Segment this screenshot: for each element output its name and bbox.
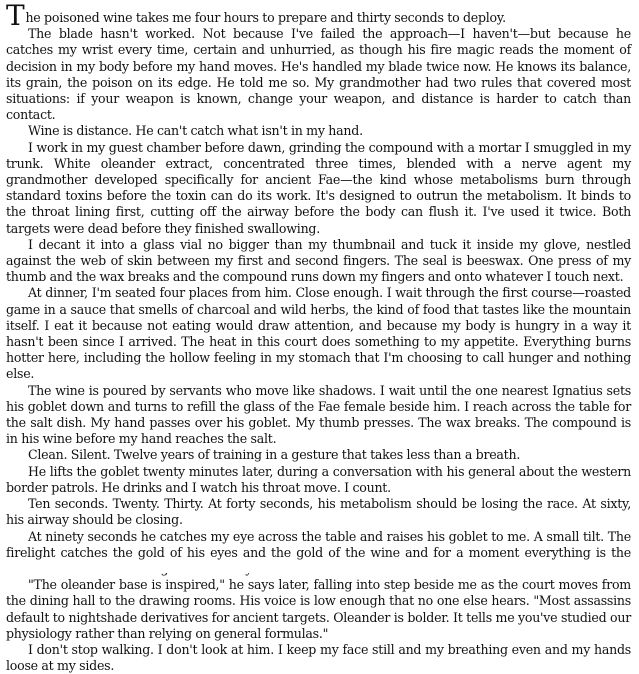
- paragraph: I work in my guest chamber before dawn, grinding the compound with a mortar I smuggled in my trunk. White oleander extract, concentrated three times, blended with a nerve agent my grandmother developed specifically for ancient Fae—the kind whose metabolisms burn through standard toxins before the toxin can do its work. It's designed to outrun the metabolism. It binds to the throat lining first, cutting off the airway before the body can flush it. I've used it twice. Both targets were dead before they finished swallowing.: [6, 139, 631, 236]
- paragraph: At dinner, I'm seated four places from him. Close enough. I wait through the first course—roasted game in a sauce that smells of charcoal and wild herbs, the kind of food that tastes like the mountain itself. I eat it because not eating would draw attention, and because my body is hungry in a way it hasn't been since I arrived. The heat in this court does something to my appetite. Everything burns hotter here, including the hollow feeling in my stomach that I'm choosing to call hunger and nothing else.: [6, 285, 631, 382]
- opening-paragraph-text: he poisoned wine takes me four hours to prepare and thirty seconds to deploy.: [25, 10, 506, 25]
- paragraph: Wine is distance. He can't catch what isn't in my hand.: [28, 123, 363, 139]
- drop-cap: T: [6, 0, 25, 32]
- paragraph: He lifts the goblet twenty minutes later, during a conversation with his general about the western border patrols. He drinks and I watch his throat move. I count.: [6, 463, 631, 495]
- paragraph: "The oleander base is inspired," he says later, falling into step beside me as the court moves from the dining hall to the drawing rooms. His voice is low enough that no one else hears. "Most assassins default to nightshade derivatives for ancient targets. Oleander is bolder. It tells me you've studied our physiology rather than relying on general formulas.": [6, 577, 631, 641]
- paragraph: I don't stop walking. I don't look at him. I keep my face still and my breathing even and my hands loose at my sides.: [6, 641, 631, 674]
- opening-paragraph: [6, 0, 631, 32]
- page-bottom-edge: [0, 563, 639, 573]
- paragraph: The wine is poured by servants who move like shadows. I wait until the one nearest Ignatius sets his goblet down and turns to refill the glass of the Fae female beside him. I reach across the table for the salt dish. My hand passes over his goblet. My thumb presses. The wax breaks. The compound is in his wine before my hand reaches the salt.: [6, 382, 631, 447]
- paragraph: At ninety seconds he catches my eye across the table and raises his goblet to me. A small tilt. The firelight catches the gold of his eyes and the gold of the wine and for a moment everything is the: [6, 528, 631, 560]
- paragraph: Clean. Silent. Twelve years of training in a gesture that takes less than a breath.: [28, 447, 521, 463]
- paragraph: Ten seconds. Twenty. Thirty. At forty seconds, his metabolism should be losing the race. At sixty, his airway should be closing.: [6, 496, 631, 528]
- paragraph: The blade hasn't worked. Not because I've failed the approach—I haven't—but because he catches my wrist every time, certain and unhurried, as though his fire magic reads the moment of decision in my body before my hand moves. He's handled my blade twice now. He knows its balance, its grain, the poison on its edge. He told me so. My grandmother had two rules that covered most situations: if your weapon is known, change your weapon, and distance is harder to catch than contact.: [6, 26, 631, 123]
- document-body: [6, 0, 631, 674]
- paragraph: I decant it into a glass vial no bigger than my thumbnail and tuck it inside my glove, nestled against the web of skin between my first and second fingers. The seal is beeswax. One press of my thumb and the wax breaks and the compound runs down my fingers and onto whatever I touch next.: [6, 236, 631, 285]
